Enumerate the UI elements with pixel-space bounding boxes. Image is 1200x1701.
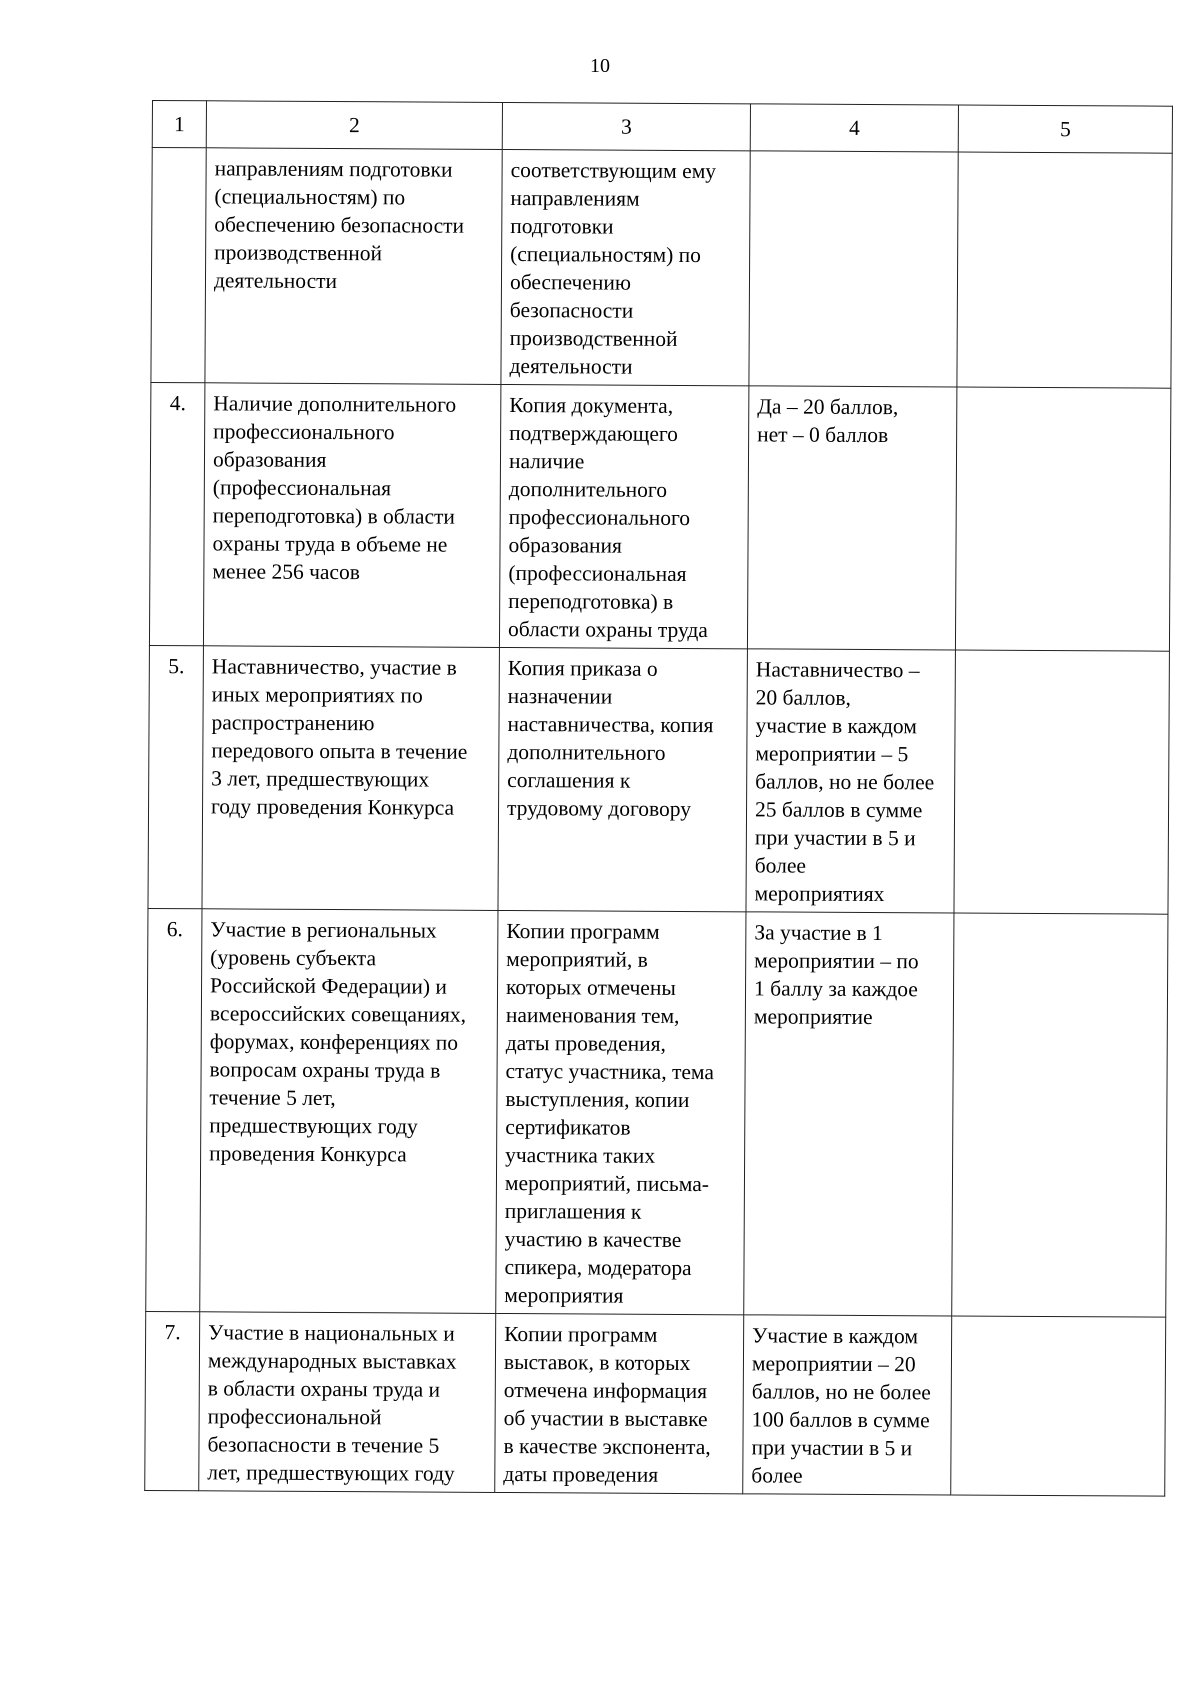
score-cell [952,913,1168,1317]
score-cell [955,387,1170,651]
documents-cell: Копия приказа о назначении наставничества, копия дополнительного соглашения к трудовому договору [498,647,747,911]
score-cell [954,650,1169,914]
column-header: 3 [502,102,750,150]
criterion-cell: направлениям подготовки (специальностям) по обеспечению безопасности производственной деятельности [205,148,502,385]
row-number: 5. [148,645,203,908]
score-cell [951,1316,1166,1496]
row-number [151,148,206,383]
points-cell [749,151,958,387]
table-row [151,148,1172,389]
criterion-cell: Наставничество, участие в иных мероприятиях по распространению передового опыта в течение 3 лет, предшествующих году проведения Конкурса [202,646,499,911]
documents-cell: Копии программ мероприятий, в которых отмечены наименования тем, даты проведения, статус участника, тема выступления, копии сертификатов участника таких мероприятий, письма- приглашения к участию в качестве спикера, модератора мероприятия [496,910,746,1314]
score-cell [957,152,1172,388]
criteria-table [144,100,1173,1497]
criterion-cell: Наличие дополнительного профессионального образования (профессиональная переподготовка) в области охраны труда в объеме не менее 256 часов [203,383,500,648]
table-header-row [152,101,1172,154]
points-cell: За участие в 1 мероприятии – по 1 баллу за каждое мероприятие [744,912,954,1316]
criterion-cell: Участие в региональных (уровень субъекта Российской Федерации) и всероссийских совещаниях, форумах, конференциях по вопросам охраны труда в течение 5 лет, предшествующих году проведения Конкурса [200,909,498,1314]
criterion-cell: Участие в национальных и международных выставках в области охраны труда и профессиональной безопасности в течение 5 лет, предшествующих году [199,1312,496,1493]
table-row [146,908,1168,1317]
column-header: 1 [152,101,206,148]
row-number: 4. [149,382,204,645]
row-number: 7. [145,1311,200,1490]
documents-cell: соответствующим ему направлениям подготовки (специальностям) по обеспечению безопасности производственной деятельности [501,149,750,385]
column-header: 4 [750,104,958,152]
column-header: 2 [206,101,502,150]
table-row [148,645,1169,914]
documents-cell: Копии программ выставок, в которых отмечена информация об участии в выставке в качестве экспонента, даты проведения [495,1313,744,1493]
table-row [149,382,1170,651]
points-cell: Наставничество – 20 баллов, участие в каждом мероприятии – 5 баллов, но не более 25 баллов в сумме при участии в 5 и более мероприятиях [746,649,955,913]
column-header: 5 [958,105,1172,153]
points-cell: Участие в каждом мероприятии – 20 баллов, но не более 100 баллов в сумме при участии в 5 и более [743,1315,952,1495]
row-number: 6. [146,908,202,1311]
table-row [145,1311,1166,1496]
page-number: 10 [590,55,610,77]
documents-cell: Копия документа, подтверждающего наличие дополнительного профессионального образования (профессиональная переподготовка) в области охраны труда [499,384,748,648]
points-cell: Да – 20 баллов, нет – 0 баллов [747,386,956,650]
